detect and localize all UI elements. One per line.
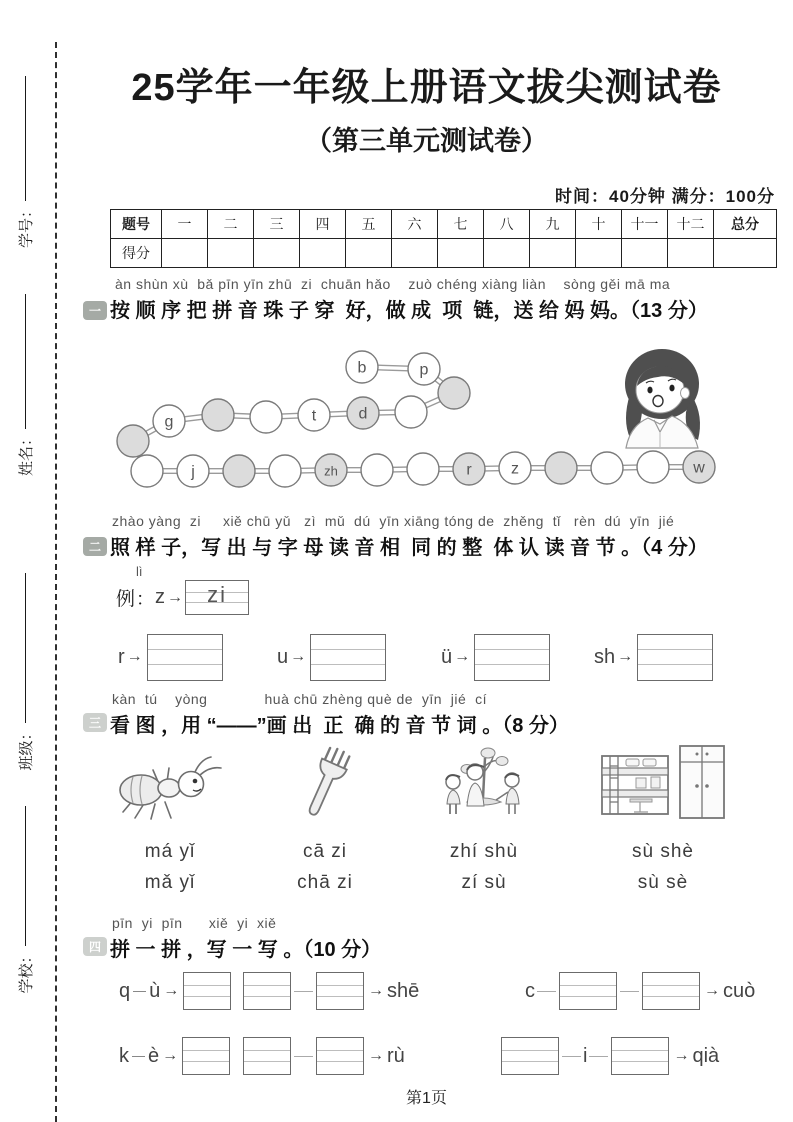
score-col-2: 二 — [208, 210, 254, 239]
arrow-icon: → — [162, 1047, 179, 1064]
pinyin-answer-box[interactable] — [316, 1037, 364, 1075]
question-3-pinyin: kàn tú yòng huà chū zhèng què de yīn jié cí — [112, 691, 487, 707]
bead-letter: z — [511, 460, 519, 478]
arrow-icon: → — [368, 1047, 384, 1064]
arrow-icon: → — [617, 648, 634, 665]
q2-item — [118, 633, 223, 681]
pinyin-answer-box[interactable] — [243, 972, 291, 1010]
bead-blank — [545, 452, 577, 484]
q3-option[interactable]: má yǐ — [144, 841, 196, 862]
pinyin-answer-box[interactable] — [611, 1037, 669, 1075]
bead-blank — [395, 396, 427, 428]
q4-letter: q — [119, 979, 131, 1002]
q3-item-tree-planting — [405, 740, 563, 894]
q4-group — [241, 1036, 406, 1076]
q2-example-answer-box — [185, 580, 249, 615]
fork-illustration — [279, 740, 371, 824]
score-cell-empty[interactable] — [668, 239, 714, 268]
question-4-pinyin: pīn yi pīn xiě yi xiě — [112, 915, 277, 931]
bead-blank — [438, 377, 470, 409]
score-table-corner: 题号 — [111, 210, 162, 239]
cut-line-dashed — [55, 42, 57, 1122]
score-col-8: 八 — [484, 210, 530, 239]
score-col-10: 十 — [576, 210, 622, 239]
time-and-score-info: 时间：40分钟 满分：100分 — [555, 187, 775, 206]
bead-letter: r — [466, 461, 472, 479]
q4-result-syllable: cuò — [723, 979, 756, 1002]
student-id-label-text: 学号： — [17, 203, 35, 249]
q3-option[interactable]: zí sù — [461, 872, 507, 893]
bead-blank — [591, 452, 623, 484]
q3-item-fork — [245, 740, 405, 894]
pinyin-bead-necklace — [88, 346, 738, 506]
bead-letter: g — [164, 413, 174, 431]
score-cell-empty[interactable] — [714, 239, 777, 268]
connector-line — [562, 1056, 581, 1057]
bead-letter: b — [357, 359, 367, 377]
bead-blank — [223, 455, 255, 487]
class-label — [14, 567, 36, 777]
bead-letter: p — [419, 361, 429, 379]
name-label — [14, 280, 36, 490]
arrow-icon: → — [167, 588, 184, 606]
name-label-blank-line[interactable] — [25, 294, 26, 429]
connector-line — [620, 991, 639, 992]
q3-option[interactable]: sù sè — [637, 872, 689, 893]
question-2-badge: 二 — [83, 537, 107, 556]
bead-blank — [407, 453, 439, 485]
question-3-badge: 三 — [83, 713, 107, 732]
score-col-5: 五 — [346, 210, 392, 239]
q3-option[interactable]: cā zi — [302, 841, 348, 862]
school-label — [14, 795, 36, 1005]
score-col-3: 三 — [254, 210, 300, 239]
bead-letter: d — [358, 405, 368, 423]
score-cell-empty[interactable] — [254, 239, 300, 268]
page-number: 第1页 — [406, 1090, 447, 1107]
q3-picture-choices — [95, 740, 763, 894]
bead-blank — [637, 451, 669, 483]
paper-title: 25学年一年级上册语文拔尖测试卷 — [131, 67, 722, 109]
pinyin-answer-box[interactable] — [501, 1037, 559, 1075]
q4-letter: c — [525, 979, 535, 1002]
pinyin-answer-box[interactable] — [637, 634, 713, 681]
q3-option[interactable]: mǎ yǐ — [144, 872, 196, 893]
score-col-4: 四 — [300, 210, 346, 239]
connector-dash — [133, 991, 146, 992]
q2-example-colon: ： — [136, 588, 155, 609]
score-cell-empty[interactable] — [438, 239, 484, 268]
connector-line — [294, 991, 313, 992]
school-label-text: 学校： — [17, 948, 35, 994]
score-cell-empty[interactable] — [576, 239, 622, 268]
arrow-icon: → — [454, 648, 471, 665]
question-1-badge: 一 — [83, 301, 107, 320]
q3-item-dormitory — [563, 740, 763, 894]
q4-letter: è — [148, 1044, 160, 1067]
bead-letter: j — [191, 463, 195, 481]
pinyin-answer-box[interactable] — [147, 634, 223, 681]
q2-item-letter: r — [118, 645, 125, 668]
bead-blank — [131, 455, 163, 487]
arrow-icon: → — [126, 648, 143, 665]
question-2-text: 照 样 子，写 出 与 字 母 读 音 相 同 的 整 体 认 读 音 节 。（4 分） — [110, 537, 708, 559]
q4-letter: k — [119, 1044, 129, 1067]
score-table — [110, 209, 777, 268]
score-col-6: 六 — [392, 210, 438, 239]
question-4-text: 拼 一 拼 ，写 一 写 。（10 分） — [110, 939, 382, 961]
question-2-pinyin: zhào yàng zi xiě chū yǔ zì mǔ dú yīn xiāng tóng de zhěng tǐ rèn dú yīn jié — [112, 513, 675, 529]
score-cell-empty[interactable] — [392, 239, 438, 268]
q4-letter: ù — [149, 979, 161, 1002]
q2-example-label: 例 — [116, 589, 136, 610]
pinyin-answer-box[interactable] — [310, 634, 386, 681]
pinyin-answer-box[interactable] — [182, 1037, 230, 1075]
school-label-blank-line[interactable] — [25, 807, 26, 947]
class-label-blank-line[interactable] — [25, 574, 26, 724]
score-cell-empty[interactable] — [208, 239, 254, 268]
connector-dash — [132, 1056, 145, 1057]
q4-group — [241, 971, 420, 1011]
score-col-9: 九 — [530, 210, 576, 239]
mother-illustration — [625, 349, 700, 448]
score-col-12: 十二 — [668, 210, 714, 239]
q2-item-letter: ü — [441, 645, 453, 668]
score-col-7: 七 — [438, 210, 484, 239]
connector-line — [294, 1056, 313, 1057]
bead-blank — [250, 401, 282, 433]
q2-item — [594, 633, 713, 681]
score-cell-empty[interactable] — [530, 239, 576, 268]
q4-result-syllable: shē — [387, 979, 420, 1002]
bead-blank — [269, 455, 301, 487]
score-row-label: 得分 — [111, 239, 162, 268]
q4-group — [499, 1036, 720, 1076]
q3-option[interactable]: sù shè — [632, 841, 694, 862]
pinyin-answer-box[interactable] — [316, 972, 364, 1010]
bead-blank — [117, 425, 149, 457]
connector-line — [589, 1056, 608, 1057]
q3-item-ant — [95, 740, 245, 894]
q2-example-letter: z — [155, 586, 166, 608]
name-label-text: 姓名： — [17, 431, 35, 477]
q2-example-answer: zi — [207, 582, 227, 607]
student-id-label — [14, 57, 36, 267]
dormitory-illustration — [596, 740, 731, 824]
score-table-header-row — [111, 210, 777, 239]
question-1-text: 按 顺 序 把 拼 音 珠 子 穿 好，做 成 项 链，送 给 妈 妈。（13 分） — [110, 300, 708, 322]
score-table-score-row — [111, 239, 777, 268]
q4-group — [524, 971, 756, 1011]
question-4-badge: 四 — [83, 937, 107, 956]
q2-item — [277, 633, 386, 681]
score-cell-empty[interactable] — [346, 239, 392, 268]
question-1-pinyin: àn shùn xù bǎ pīn yīn zhū zi chuān hǎo zuò chéng xiàng liàn sòng gěi mā ma — [115, 276, 671, 292]
q4-group — [118, 1036, 232, 1076]
paper-header — [60, 56, 793, 158]
pinyin-answer-box[interactable] — [243, 1037, 291, 1075]
question-3-text: 看 图 ，用 “——”画 出 正 确 的 音 节 词 。（8 分） — [110, 715, 569, 737]
score-cell-empty[interactable] — [622, 239, 668, 268]
score-table-total: 总分 — [714, 210, 777, 239]
q2-item — [441, 633, 550, 681]
arrow-icon: → — [163, 982, 180, 999]
q4-group — [118, 971, 233, 1011]
bead-letter: zh — [324, 463, 338, 479]
bead-letter: t — [311, 407, 317, 425]
q2-item-letter: sh — [594, 645, 616, 668]
q4-result-syllable: rù — [387, 1044, 405, 1067]
arrow-icon: → — [368, 982, 384, 999]
pinyin-answer-box[interactable] — [559, 972, 617, 1010]
score-cell-empty[interactable] — [162, 239, 208, 268]
arrow-icon: → — [673, 1047, 690, 1064]
bead-blank — [361, 454, 393, 486]
q2-example — [116, 564, 249, 615]
pinyin-answer-box[interactable] — [183, 972, 231, 1010]
pinyin-answer-box[interactable] — [474, 634, 550, 681]
paper-subtitle: （第三单元测试卷） — [305, 126, 548, 156]
q4-letter: i — [583, 1044, 588, 1067]
score-col-1: 一 — [162, 210, 208, 239]
score-col-11: 十一 — [622, 210, 668, 239]
ant-illustration — [109, 740, 231, 824]
arrow-icon: → — [704, 982, 720, 999]
class-label-text: 班级： — [17, 725, 35, 771]
score-cell-empty[interactable] — [300, 239, 346, 268]
q3-option[interactable]: chā zi — [297, 872, 353, 893]
q4-result-syllable: qià — [692, 1044, 720, 1067]
tree-planting-illustration — [423, 740, 545, 824]
student-id-label-blank-line[interactable] — [25, 76, 26, 201]
pinyin-answer-box[interactable] — [642, 972, 700, 1010]
bead-blank — [202, 399, 234, 431]
q3-option[interactable]: zhí shù — [449, 841, 519, 862]
connector-line — [537, 991, 556, 992]
q2-example-pinyin: lì — [136, 564, 143, 579]
score-cell-empty[interactable] — [484, 239, 530, 268]
q2-item-letter: u — [277, 645, 289, 668]
bead-letter: w — [693, 459, 705, 477]
arrow-icon: → — [290, 648, 307, 665]
